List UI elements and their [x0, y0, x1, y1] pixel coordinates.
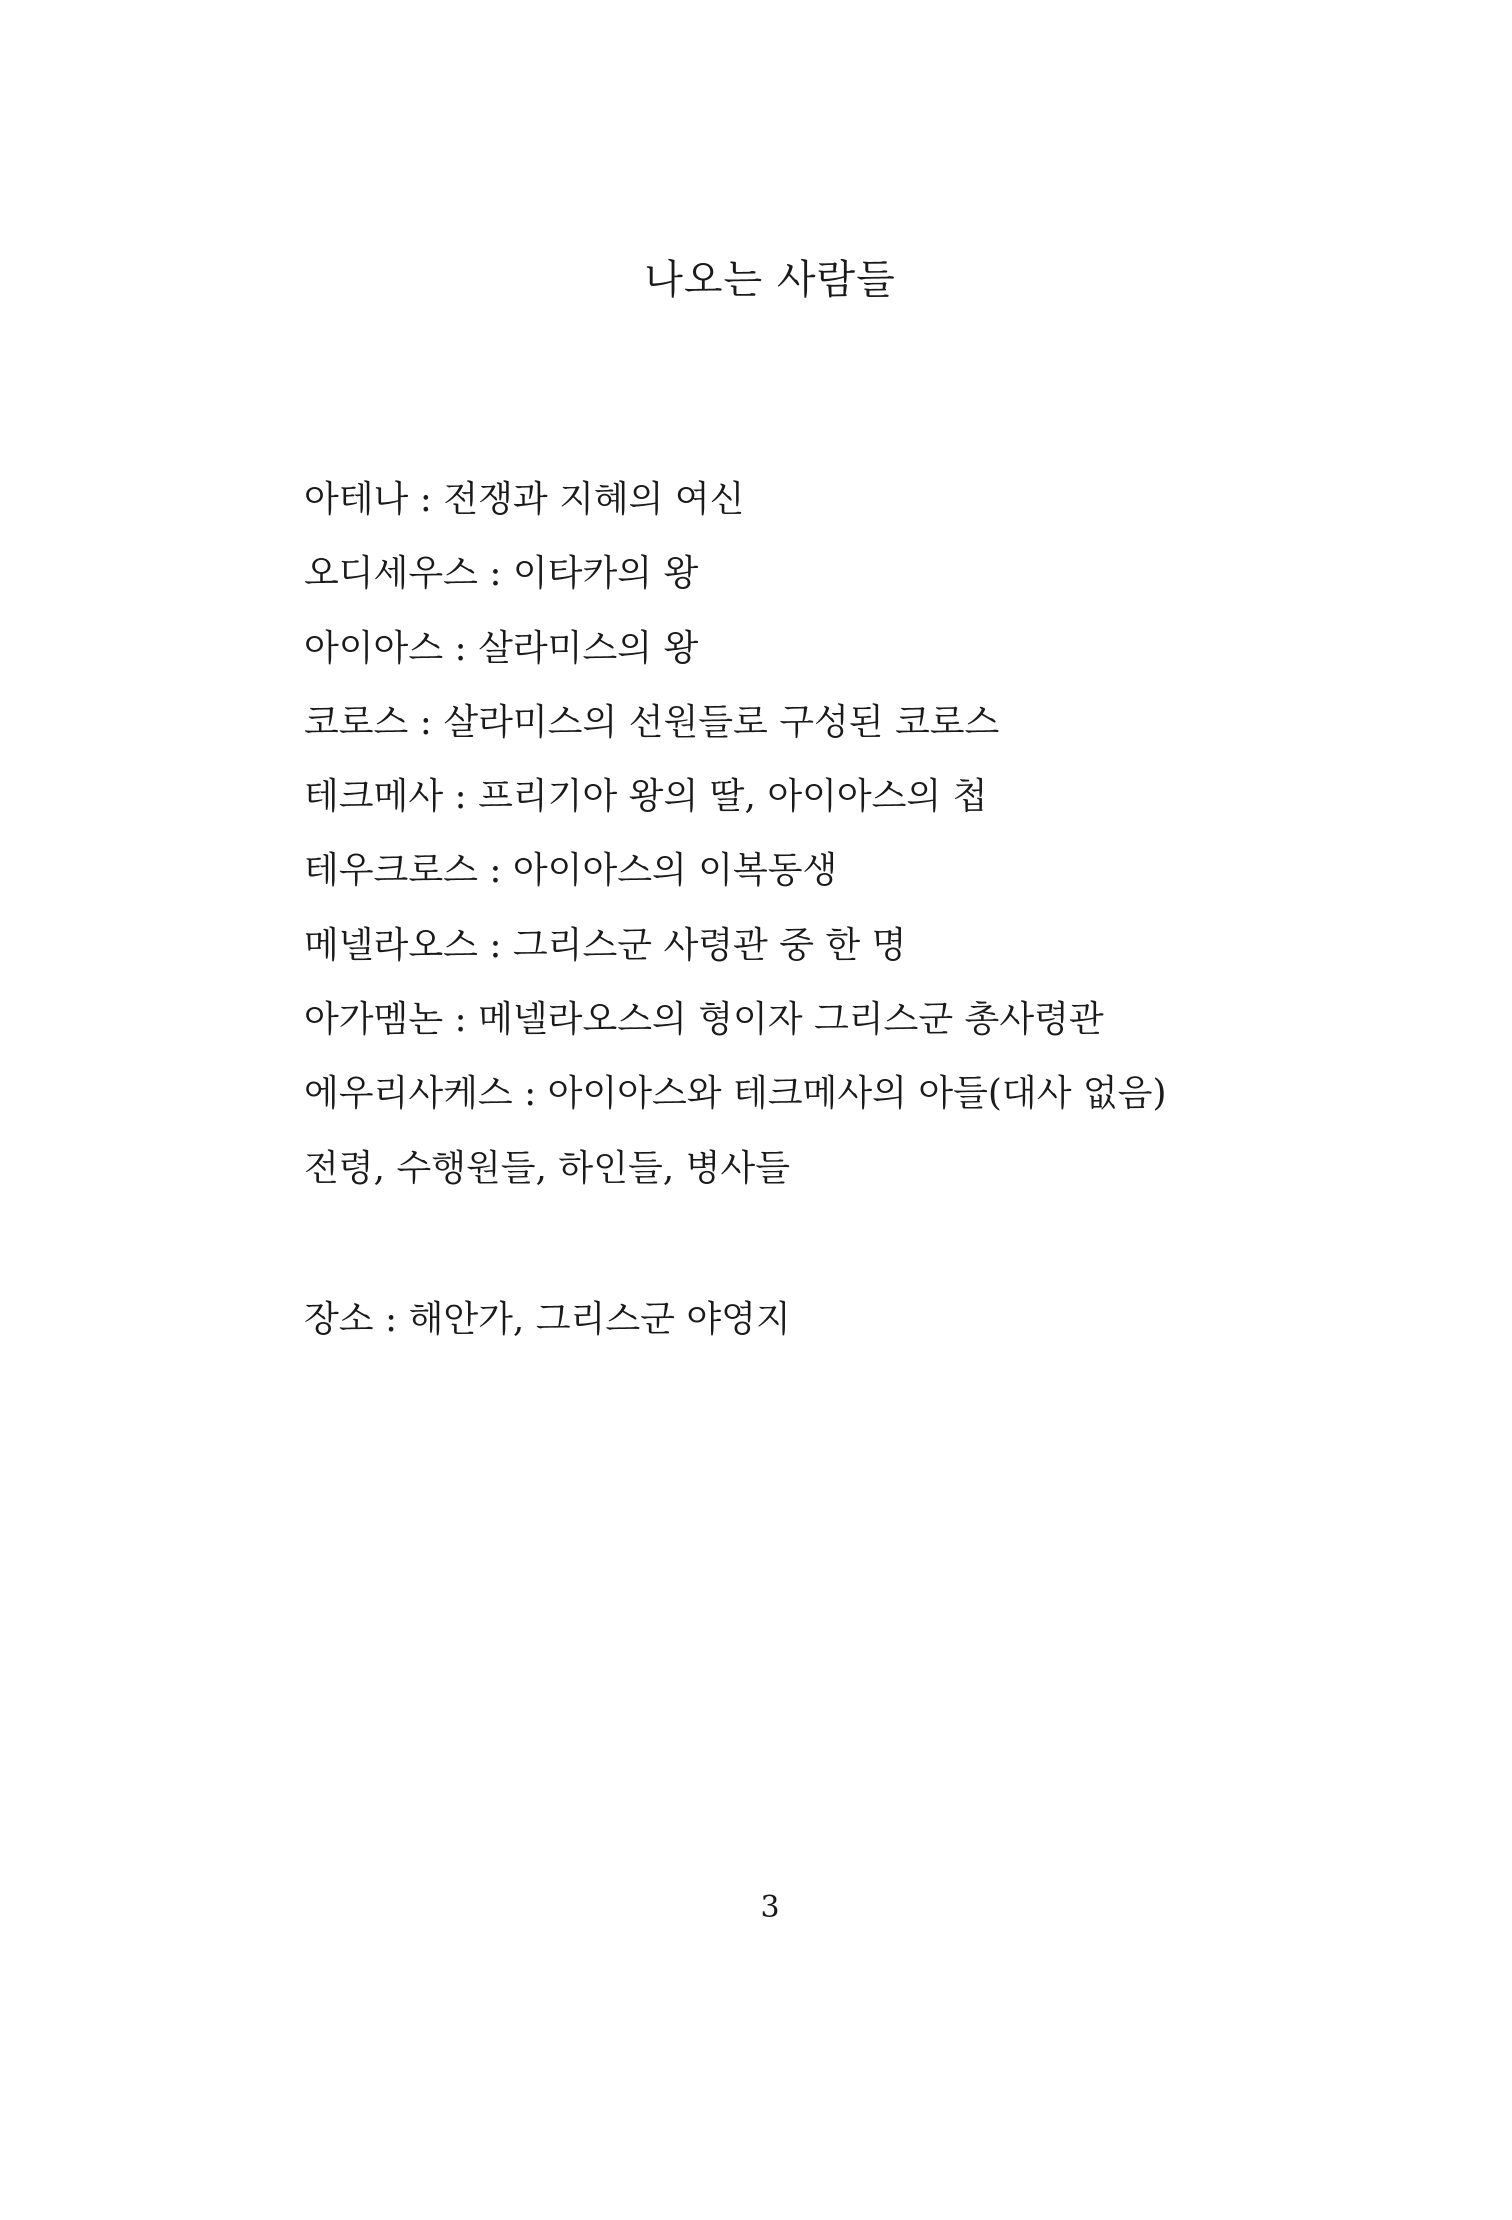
page-number: 3 — [760, 1890, 780, 1925]
cast-item: 아테나 : 전쟁과 지혜의 여신 — [304, 479, 745, 520]
cast-item: 오디세우스 : 이타카의 왕 — [304, 553, 699, 595]
cast-item: 전령, 수행원들, 하인들, 병사들 — [304, 1147, 790, 1189]
cast-item: 테크메사 : 프리기아 왕의 딸, 아이아스의 첩 — [304, 776, 988, 818]
cast-item: 코로스 : 살라미스의 선원들로 구성된 코로스 — [304, 701, 1000, 743]
cast-item: 메넬라오스 : 그리스군 사령관 중 한 명 — [304, 924, 907, 966]
cast-item: 테우크로스 : 아이아스의 이복동생 — [304, 850, 838, 892]
cast-item: 아가멤논 : 메넬라오스의 형이자 그리스군 총사령관 — [304, 999, 1104, 1041]
cast-item: 에우리사케스 : 아이아스와 테크메사의 아들(대사 없음) — [304, 1073, 1167, 1115]
cast-list — [304, 470, 1167, 1213]
cast-item: 아이아스 : 살라미스의 왕 — [304, 627, 699, 669]
setting-line: 장소 : 해안가, 그리스군 야영지 — [304, 1299, 791, 1340]
page-title: 나오는 사람들 — [644, 257, 896, 303]
